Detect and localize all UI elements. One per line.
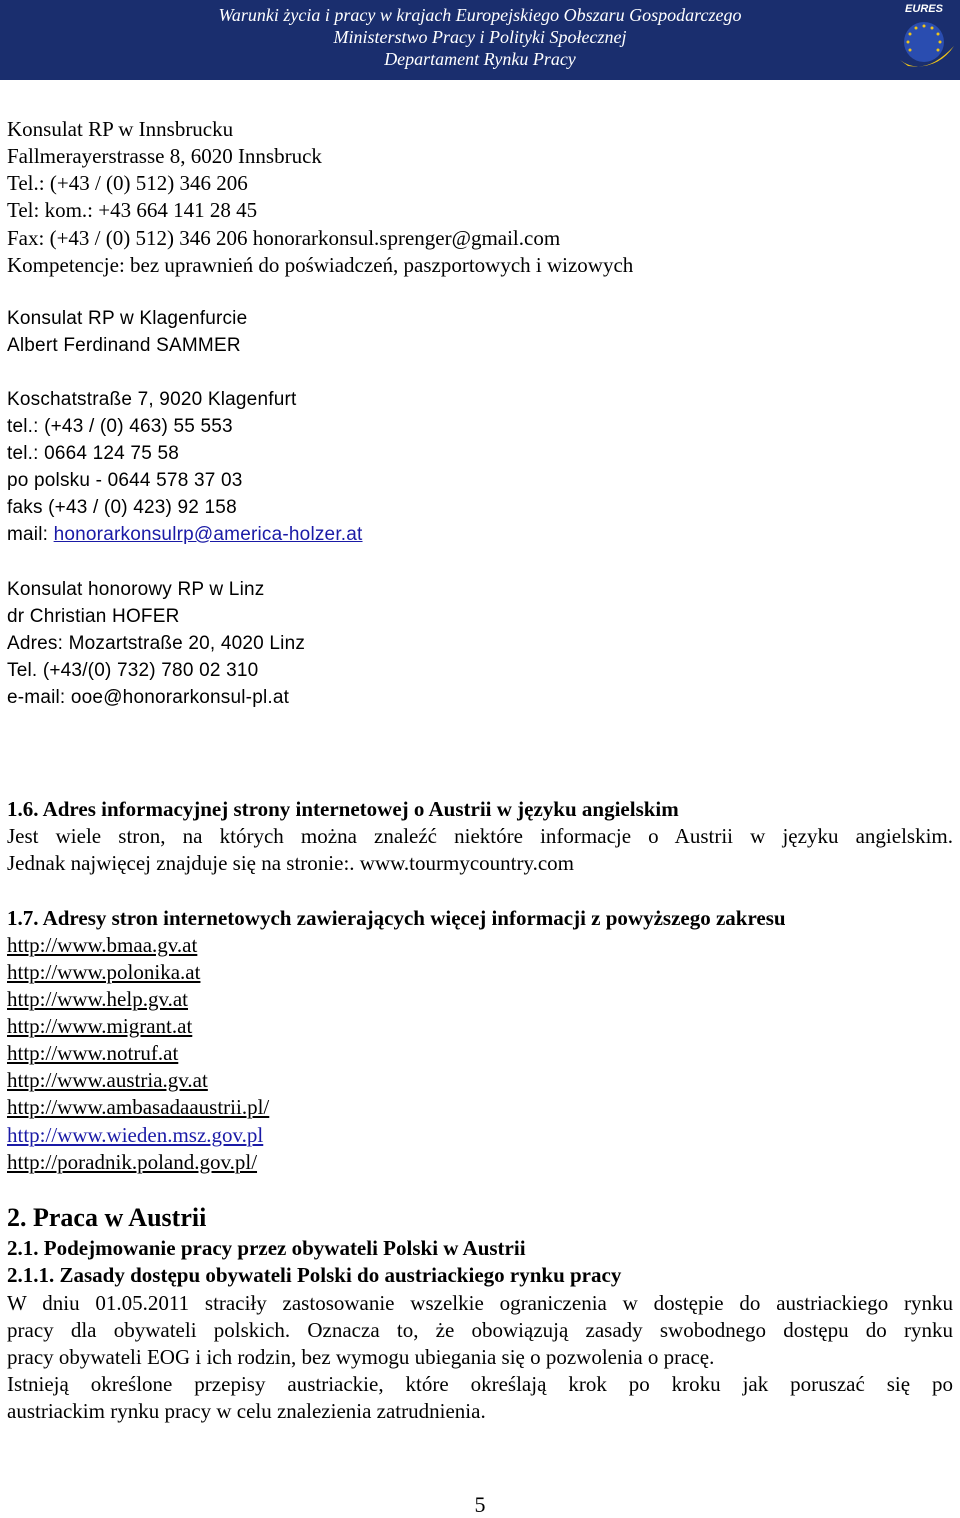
section-1-6-heading: 1.6. Adres informacyjnej strony internetowej o Austrii w języku angielskim (7, 797, 679, 821)
section-2-text-5: austriackim rynku pracy w celu znalezienia zatrudnienia. (7, 1399, 486, 1423)
link-migrant[interactable]: http://www.migrant.at (7, 1014, 193, 1038)
section-2-text-4: Istnieją określone przepisy austriackie, które określają krok po kroku jak poruszać się po (7, 1372, 953, 1396)
innsbruck-tel-mobile: Tel: kom.: +43 664 141 28 45 (7, 198, 258, 222)
header-title (190, 4, 770, 70)
mail-label: mail: (7, 524, 54, 545)
header-line-3: Departament Rynku Pracy (384, 49, 576, 69)
linz-email: e-mail: ooe@honorarkonsul-pl.at (7, 687, 290, 708)
section-2-1-heading: 2.1. Podejmowanie pracy przez obywateli Polski w Austrii (7, 1236, 526, 1260)
linz-consul: dr Christian HOFER (7, 606, 180, 627)
klagenfurt-polish-line: po polsku - 0644 578 37 03 (7, 470, 243, 491)
header-line-1: Warunki życia i pracy w krajach Europejskiego Obszaru Gospodarczego (218, 5, 742, 25)
section-1-7-heading: 1.7. Adresy stron internetowych zawierających więcej informacji z powyższego zakresu (7, 906, 786, 930)
link-polonika[interactable]: http://www.polonika.at (7, 960, 201, 984)
innsbruck-address: Fallmerayerstrasse 8, 6020 Innsbruck (7, 144, 322, 168)
link-help[interactable]: http://www.help.gv.at (7, 987, 189, 1011)
klagenfurt-consul: Albert Ferdinand SAMMER (7, 335, 241, 356)
section-2-text-2: pracy dla obywateli polskich. Oznacza to, że obowiązują zasady swobodnego dostępu do rynku (7, 1318, 953, 1342)
link-wieden[interactable]: http://www.wieden.msz.gov.pl (7, 1123, 264, 1147)
page-number: 5 (474, 1492, 486, 1517)
eures-globe-icon (904, 22, 944, 62)
link-ambasada[interactable]: http://www.ambasadaaustrii.pl/ (7, 1095, 270, 1119)
link-poradnik[interactable]: http://poradnik.poland.gov.pl/ (7, 1150, 258, 1174)
link-austria[interactable]: http://www.austria.gv.at (7, 1068, 208, 1092)
eures-logo (888, 0, 960, 80)
header-line-2: Ministerstwo Pracy i Polityki Społecznej (333, 27, 627, 47)
innsbruck-name: Konsulat RP w Innsbrucku (7, 117, 234, 141)
klagenfurt-name: Konsulat RP w Klagenfurcie (7, 308, 248, 329)
klagenfurt-fax: faks (+43 / (0) 423) 92 158 (7, 497, 237, 518)
section-2-1-1-heading: 2.1.1. Zasady dostępu obywateli Polski do austriackiego rynku pracy (7, 1263, 622, 1287)
link-bmaa[interactable]: http://www.bmaa.gv.at (7, 933, 198, 957)
linz-name: Konsulat honorowy RP w Linz (7, 579, 265, 600)
klagenfurt-mail-link[interactable]: honorarkonsulrp@america-holzer.at (53, 524, 363, 545)
header-band (0, 0, 960, 80)
section-1-6-text-2: Jednak najwięcej znajduje się na stronie:. www.tourmycountry.com (7, 851, 575, 875)
linz-address: Adres: Mozartstraße 20, 4020 Linz (7, 633, 306, 654)
klagenfurt-address: Koschatstraße 7, 9020 Klagenfurt (7, 389, 297, 410)
section-2-text-1: W dniu 01.05.2011 straciły zastosowanie wszelkie ograniczenia w dostępie do austriackiego rynku (7, 1291, 953, 1315)
eures-logo-text: EURES (905, 3, 943, 15)
innsbruck-competence: Kompetencje: bez uprawnień do poświadczeń, paszportowych i wizowych (7, 253, 634, 277)
section-2-text-3: pracy obywateli EOG i ich rodzin, bez wymogu ubiegania się o pozwolenia o pracę. (7, 1345, 715, 1369)
klagenfurt-mail-line (7, 522, 363, 548)
section-1-6-text-1: Jest wiele stron, na których można znaleźć niektóre informacje o Austrii w języku angielskim. (7, 824, 953, 848)
innsbruck-fax: Fax: (+43 / (0) 512) 346 206 honorarkonsul.sprenger@gmail.com (7, 226, 561, 250)
linz-tel: Tel. (+43/(0) 732) 780 02 310 (7, 660, 259, 681)
innsbruck-tel: Tel.: (+43 / (0) 512) 346 206 (7, 171, 248, 195)
klagenfurt-tel-1: tel.: (+43 / (0) 463) 55 553 (7, 416, 233, 437)
link-notruf[interactable]: http://www.notruf.at (7, 1041, 179, 1065)
section-2-heading: 2. Praca w Austrii (7, 1203, 207, 1232)
klagenfurt-tel-2: tel.: 0664 124 75 58 (7, 443, 179, 464)
